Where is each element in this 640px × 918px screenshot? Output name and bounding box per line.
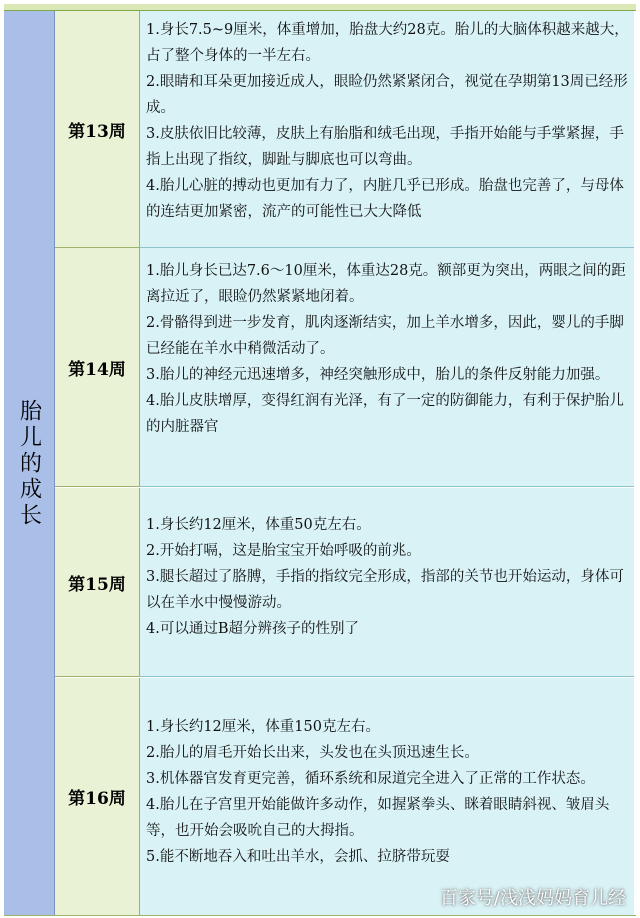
table-bottom-border xyxy=(4,915,636,916)
list-item: 5.能不断地吞入和吐出羊水，会抓、拉脐带玩耍 xyxy=(146,849,450,865)
content-cell-15 xyxy=(140,488,634,677)
list-item: 4.胎儿心脏的搏动也更加有力了，内脏几乎已形成。胎盘也完善了，与母体的连结更加紧密，流产的可能性已大大降低 xyxy=(146,178,624,220)
list-item: 4.胎儿在子宫里开始能做许多动作，如握紧拳头、眯着眼睛斜视、皱眉头等，也开始会吸吮自己的大拇指。 xyxy=(146,797,610,839)
list-item: 3.腿长超过了胳膊，手指的指纹完全形成，指部的关节也开始运动，身体可以在羊水中慢慢游动。 xyxy=(146,569,624,611)
list-item: 1.身长约12厘米，体重50克左右。 xyxy=(146,517,371,533)
list-item: 1.胎儿身长已达7.6～10厘米，体重达28克。额部更为突出，两眼之间的距离拉近了，眼睑仍然紧紧地闭着。 xyxy=(146,263,626,305)
list-item: 3.机体器官发育更完善，循环系统和尿道完全进入了正常的工作状态。 xyxy=(146,771,595,787)
list-item: 3.皮肤依旧比较薄，皮肤上有胎脂和绒毛出现，手指开始能与手掌紧握，手指上出现了指纹，脚趾与脚底也可以弯曲。 xyxy=(146,126,624,168)
list-item: 1.身长约12厘米，体重150克左右。 xyxy=(146,719,380,735)
week-cell-16 xyxy=(55,678,140,916)
list-item: 2.眼睛和耳朵更加接近成人，眼睑仍然紧紧闭合，视觉在孕期第13周已经形成。 xyxy=(146,74,628,116)
list-item: 4.可以通过B超分辨孩子的性别了 xyxy=(146,621,359,637)
list-item: 4.胎儿皮肤增厚，变得红润有光泽，有了一定的防御能力，有利于保护胎儿的内脏器官 xyxy=(146,393,624,435)
watermark: 百家号/浅浅妈妈育儿经 xyxy=(439,888,626,909)
growth-table xyxy=(4,4,636,916)
week-label: 第16周 xyxy=(68,789,126,809)
week-cell-15 xyxy=(55,488,140,677)
table-top-border xyxy=(4,4,636,11)
section-title: 胎儿的成长 xyxy=(16,398,42,529)
list-item: 2.开始打嗝，这是胎宝宝开始呼吸的前兆。 xyxy=(146,543,421,559)
week-cell-14 xyxy=(55,248,140,487)
week-label: 第15周 xyxy=(68,574,126,595)
content-cell-16 xyxy=(140,678,634,915)
week-label: 第13周 xyxy=(68,121,126,142)
list-item: 2.骨骼得到进一步发育，肌肉逐渐结实，加上羊水增多，因此，婴儿的手脚已经能在羊水中稍微活动了。 xyxy=(146,315,624,357)
list-item: 3.胎儿的神经元迅速增多，神经突触形成中，胎儿的条件反射能力加强。 xyxy=(146,367,610,383)
week-label: 第14周 xyxy=(68,359,126,380)
content-cell-13 xyxy=(140,11,634,248)
section-header-cell xyxy=(4,11,55,916)
list-item: 1.身长7.5~9厘米，体重增加，胎盘大约28克。胎儿的大脑体积越来越大，占了整个身体的一半左右。 xyxy=(146,22,629,64)
list-item: 2.胎儿的眉毛开始长出来，头发也在头顶迅速生长。 xyxy=(146,745,479,761)
content-cell-14 xyxy=(140,248,634,487)
week-cell-13 xyxy=(55,11,140,248)
